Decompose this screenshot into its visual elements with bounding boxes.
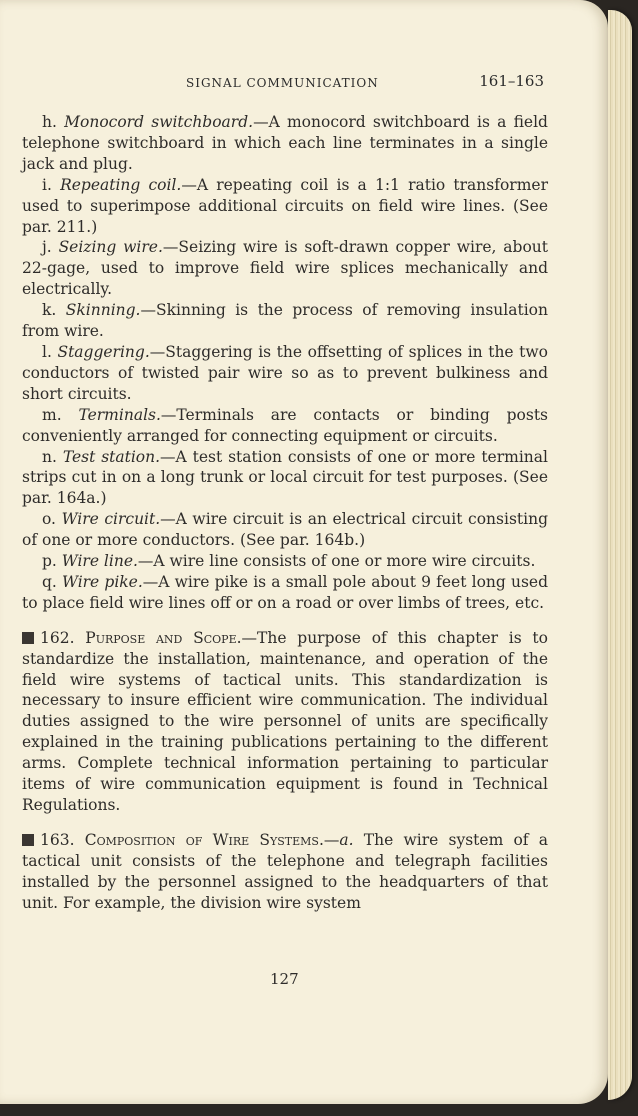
running-title: SIGNAL COMMUNICATION: [186, 76, 379, 90]
body-text: [22, 112, 548, 914]
definition-m: m. Terminals.—Terminals are contacts or binding posts conveniently arranged for connecting equipment or circuits.: [22, 405, 548, 445]
definition-k: k. Skinning.—Skinning is the process of removing insulation from wire.: [22, 301, 548, 341]
definition-q: q. Wire pike.—A wire pike is a small pole about 9 feet long used to place field wire lines off or on a road or over limbs of trees, etc.: [22, 572, 549, 612]
section-heading: Purpose and Scope.: [85, 628, 242, 647]
section-162: 162. Purpose and Scope.—The purpose of this chapter is to standardize the installation, maintenance, and operation of the field wire systems of tactical units. This standardization is necessary to insure efficient wire communication. The individual duties assigned to the wire personnel of units are specifically explained in the training publications pertaining to the different arms. Complete technical information pertaining to particular items of wire communication equipment is found in Technical Regulations.: [22, 628, 548, 814]
definition-l: l. Staggering.—Staggering is the offsetting of splices in the two conductors of twisted pair wire so as to prevent bulkiness and short circuits.: [22, 342, 548, 403]
definition-p: p. Wire line.—A wire line consists of one or more wire circuits.: [42, 552, 536, 571]
section-range: 161–163: [479, 72, 544, 90]
page-number: 127: [270, 970, 299, 988]
section-mark-icon: [22, 834, 34, 846]
definition-n: n. Test station.—A test station consists of one or more terminal strips cut in on a long trunk or local circuit for test purposes. (See par. 164a.): [22, 447, 548, 508]
definition-o: o. Wire circuit.—A wire circuit is an electrical circuit consisting of one or more conductors. (See par. 164b.): [22, 510, 548, 550]
definition-i: i. Repeating coil.—A repeating coil is a 1:1 ratio transformer used to superimpose additional circuits on field wire lines. (See par. 211.): [22, 175, 548, 236]
page-header: [22, 74, 546, 94]
definition-h: h. Monocord switchboard.—A monocord switchboard is a field telephone switchboard in which each line terminates in a single jack and plug.: [22, 113, 548, 173]
section-mark-icon: [22, 632, 34, 644]
section-163: 163. Composition of Wire Systems.—a. The wire system of a tactical unit consists of the telephone and telegraph facilities installed by the personnel assigned to the headquarters of that unit. For example, the division wire system: [22, 830, 548, 912]
section-heading: Composition of Wire Systems.: [84, 830, 324, 849]
page-edge: [608, 10, 632, 1100]
definition-j: j. Seizing wire.—Seizing wire is soft-drawn copper wire, about 22-gage, used to improve field wire splices mechanically and electrically.: [22, 238, 548, 299]
